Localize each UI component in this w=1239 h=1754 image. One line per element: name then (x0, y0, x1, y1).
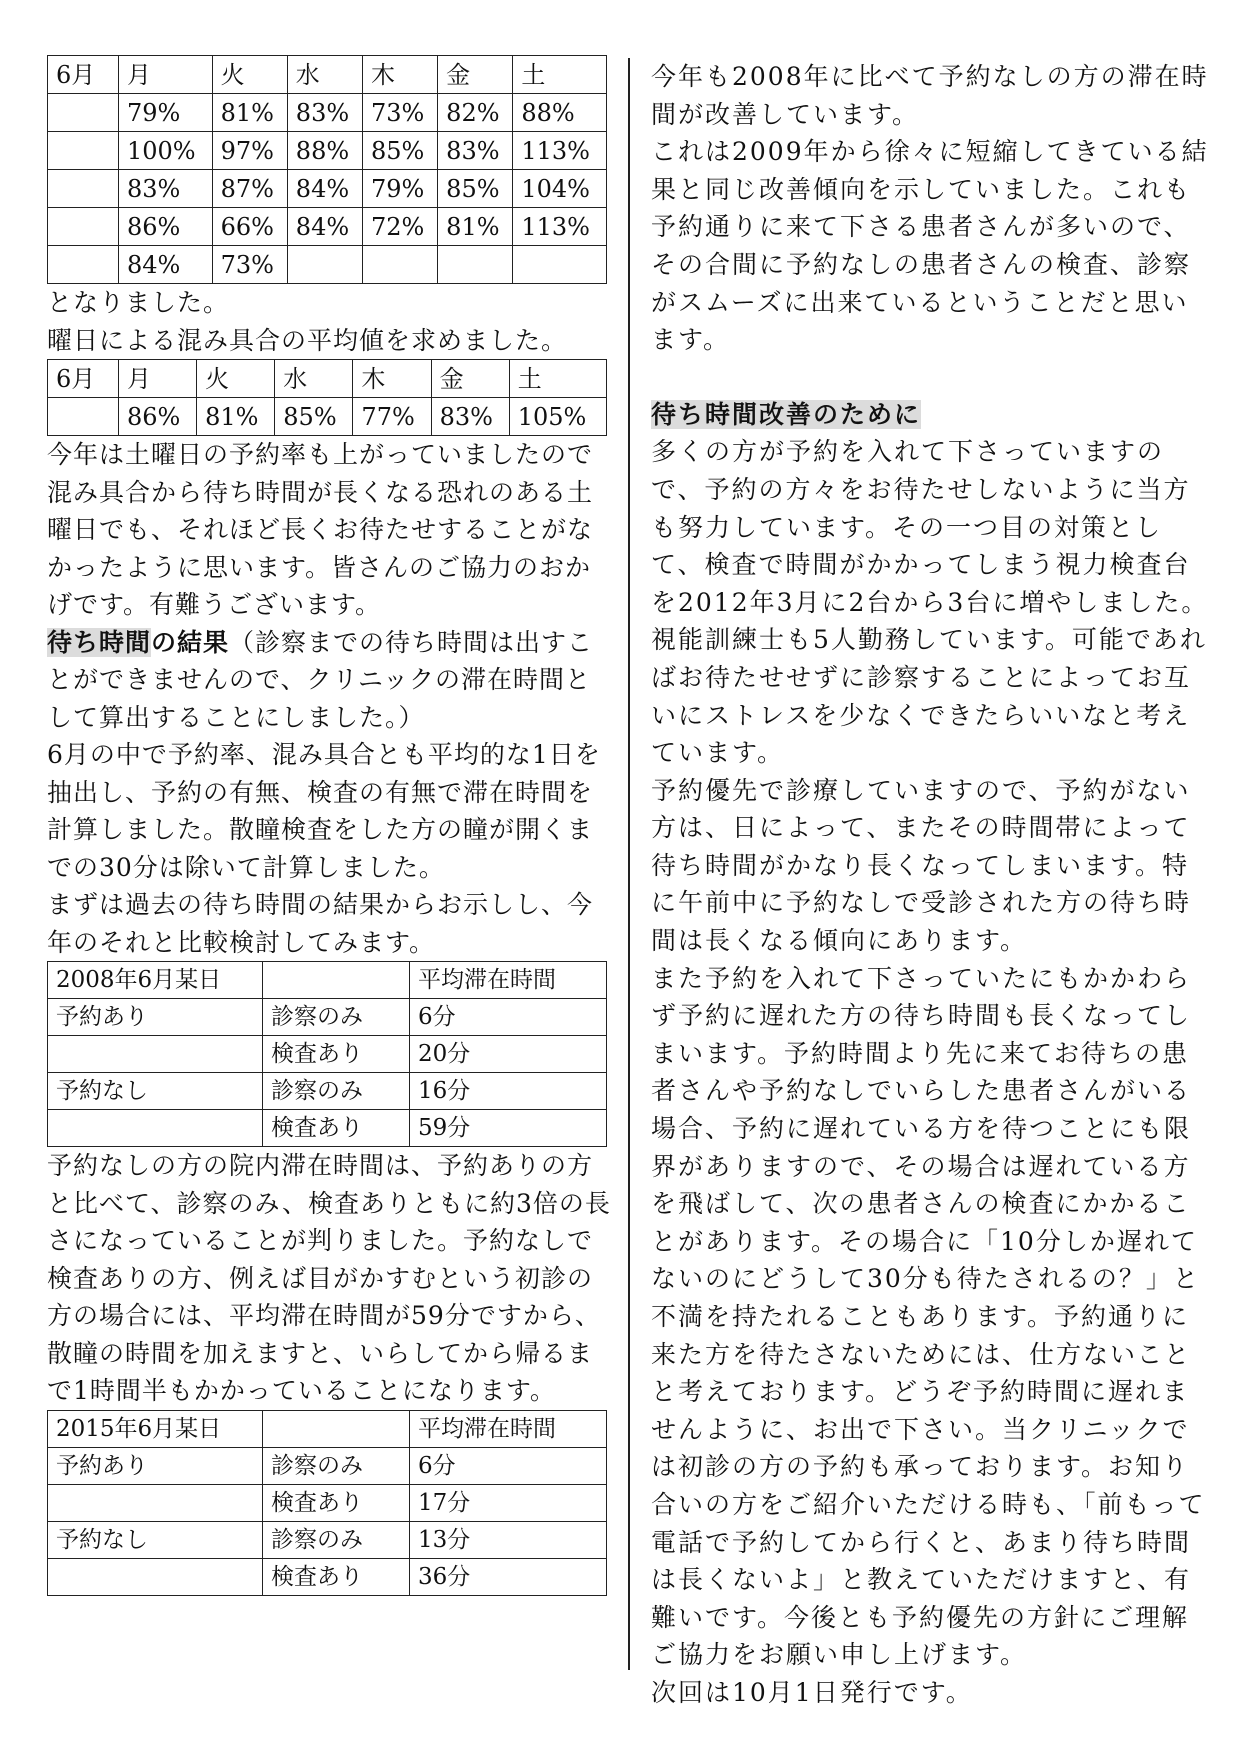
table-cell (48, 94, 119, 132)
table-row (48, 170, 607, 208)
table-cell: 予約あり (48, 1447, 263, 1484)
table-cell: 診察のみ (263, 1447, 410, 1484)
average-table-header (48, 360, 607, 398)
results-section (47, 624, 612, 737)
table-cell: 85% (362, 132, 437, 170)
next-issue-note: 次回は10月1日発行です。 (651, 1677, 973, 1707)
table-cell (48, 1484, 263, 1521)
table-row (48, 208, 607, 246)
table-cell: 83% (287, 94, 362, 132)
table-cell (362, 246, 437, 284)
table-cell: 6月 (48, 56, 119, 94)
table-cell: 83% (438, 132, 513, 170)
table-cell: 36分 (410, 1558, 607, 1595)
wait-time-table-2015 (47, 1410, 607, 1596)
table-cell: 104% (513, 170, 607, 208)
table-row (48, 1036, 607, 1073)
table-cell: 土 (513, 56, 607, 94)
table-cell: 検査あり (263, 1036, 410, 1073)
table-row (48, 132, 607, 170)
table-cell: 81% (438, 208, 513, 246)
table-cell: 86% (119, 208, 213, 246)
results-note: （診察までの待ち時間は出すことができませんので、クリニックの滞在時間として算出することにしました。） (47, 627, 594, 732)
table-cell (48, 1558, 263, 1595)
paragraph: となりました。 (47, 288, 230, 317)
table-cell: 平均滞在時間 (410, 962, 607, 999)
table-cell: 診察のみ (263, 1521, 410, 1558)
table-cell (287, 246, 362, 284)
table-cell: 73% (212, 246, 287, 284)
paragraph: また予約を入れて下さっていたにもかかわらず予約に遅れた方の待ち時間も長くなってしまいます。予約時間より先に来てお待ちの患者さんや予約なしでいらした患者さんがいる場合、予約に遅れている方を待つことにも限界がありますので、その場合は遅れている方を飛ばして、次の患者さんの検査にかかることがあります。その場合に「10分しか遅れてないのにどうして30分も待たされるの？」と不満を持たれることもあります。予約通りに来た方を待たさないためには、仕方ないことと考えております。どうぞ予約時間に遅れませんように、お出で下さい。当クリニックでは初診の方の予約も承っております。お知り合いの方をご紹介いただける時も、「前もって電話で予約してから行くと、あまり待ち時間は長くないよ」と教えていただけますと、有難いです。今後とも予約優先の方針にご理解ご協力をお願い申し上げます。 (651, 963, 1206, 1670)
table-cell: 87% (212, 170, 287, 208)
table-cell: 検査あり (263, 1558, 410, 1595)
table-cell: 84% (119, 246, 213, 284)
table-cell: 6分 (410, 999, 607, 1036)
table-cell: 105% (509, 398, 606, 436)
table-cell: 82% (438, 94, 513, 132)
table-cell: 金 (431, 360, 509, 398)
table-cell: 97% (212, 132, 287, 170)
right-column (651, 58, 1211, 1712)
table-cell: 2015年6月某日 (48, 1410, 263, 1447)
table-cell: 水 (275, 360, 353, 398)
table-cell: 予約あり (48, 999, 263, 1036)
section-heading-wrapper (651, 396, 1211, 434)
table-cell: 84% (287, 170, 362, 208)
average-congestion-table (47, 359, 607, 436)
table-cell: 診察のみ (263, 999, 410, 1036)
table-cell: 13分 (410, 1521, 607, 1558)
table-cell: 平均滞在時間 (410, 1410, 607, 1447)
table-cell: 検査あり (263, 1484, 410, 1521)
paragraph: 今年は土曜日の予約率も上がっていましたので混み具合から待ち時間が長くなる恐れのある土曜日でも、それほど長くお待たせすることがなかったように思います。皆さんのご協力のおかげです。有難うございます。 (47, 440, 594, 619)
congestion-table (47, 55, 607, 284)
table-row (48, 1484, 607, 1521)
paragraph: 曜日による混み具合の平均値を求めました。 (47, 325, 568, 355)
table-cell: 2008年6月某日 (48, 962, 263, 999)
paragraph: 多くの方が予約を入れて下さっていますので、予約の方々をお待たせしないように当方も努力しています。その一つ目の対策として、検査で時間がかかってしまう視力検査台を2012年3月に2台から3台に増やしました。視能訓練士も5人勤務しています。可能であればお待たせせずに診察することによってお互いにストレスを少なくできたらいいなと考えています。 (651, 437, 1209, 768)
table-header-row (48, 962, 607, 999)
table-cell (513, 246, 607, 284)
table-cell: 83% (119, 170, 213, 208)
table-row (48, 1447, 607, 1484)
table-cell: 予約なし (48, 1521, 263, 1558)
table-row (48, 999, 607, 1036)
congestion-table-header (48, 56, 607, 94)
table-cell: 金 (438, 56, 513, 94)
table-row (48, 246, 607, 284)
section-heading: 待ち時間改善のために (651, 399, 922, 429)
table-cell: 88% (287, 132, 362, 170)
table-cell: 土 (509, 360, 606, 398)
table-cell: 77% (353, 398, 431, 436)
paragraph: まずは過去の待ち時間の結果からお示しし、今年のそれと比較検討してみます。 (47, 890, 594, 957)
table-cell: 火 (212, 56, 287, 94)
table-cell: 100% (119, 132, 213, 170)
table-cell (48, 170, 119, 208)
table-cell: 59分 (410, 1110, 607, 1147)
table-cell (48, 132, 119, 170)
table-header-row (48, 1410, 607, 1447)
table-row (48, 398, 607, 436)
table-cell: 85% (438, 170, 513, 208)
table-cell: 81% (212, 94, 287, 132)
table-cell: 6分 (410, 1447, 607, 1484)
table-cell (438, 246, 513, 284)
table-cell: 6月 (48, 360, 119, 398)
table-cell: 予約なし (48, 1073, 263, 1110)
table-cell: 16分 (410, 1073, 607, 1110)
table-cell: 月 (119, 56, 213, 94)
table-cell (48, 398, 119, 436)
left-column (47, 55, 612, 1596)
table-cell: 66% (212, 208, 287, 246)
table-cell: 79% (362, 170, 437, 208)
table-cell: 20分 (410, 1036, 607, 1073)
table-cell: 72% (362, 208, 437, 246)
table-cell (263, 962, 410, 999)
table-cell: 79% (119, 94, 213, 132)
table-cell: 113% (513, 208, 607, 246)
table-cell: 17分 (410, 1484, 607, 1521)
paragraph: 今年も2008年に比べて予約なしの方の滞在時間が改善しています。 (651, 62, 1209, 129)
table-cell (263, 1410, 410, 1447)
paragraph: 6月の中で予約率、混み具合とも平均的な1日を抽出し、予約の有無、検査の有無で滞在時間を計算しました。散瞳検査をした方の瞳が開くまでの30分は除いて計算しました。 (47, 740, 601, 882)
wait-time-table-2008 (47, 961, 607, 1147)
table-cell: 83% (431, 398, 509, 436)
table-cell: 84% (287, 208, 362, 246)
table-cell: 88% (513, 94, 607, 132)
table-cell: 診察のみ (263, 1073, 410, 1110)
table-row (48, 1558, 607, 1595)
results-heading-rest: の結果 (151, 627, 230, 657)
results-heading: 待ち時間 (47, 627, 152, 657)
table-row (48, 1073, 607, 1110)
spacer (651, 359, 1211, 396)
table-cell (48, 208, 119, 246)
table-cell: 81% (197, 398, 275, 436)
table-cell: 木 (362, 56, 437, 94)
paragraph: 予約優先で診療していますので、予約がない方は、日によって、またその時間帯によって待ち時間がかなり長くなってしまいます。特に午前中に予約なしで受診された方の待ち時間は長くなる傾向にあります。 (651, 775, 1192, 956)
table-row (48, 94, 607, 132)
table-row (48, 1521, 607, 1558)
table-row (48, 1110, 607, 1147)
table-cell (48, 1110, 263, 1147)
table-cell (48, 1036, 263, 1073)
table-cell: 73% (362, 94, 437, 132)
table-cell: 木 (353, 360, 431, 398)
table-cell: 検査あり (263, 1110, 410, 1147)
table-cell: 86% (119, 398, 197, 436)
paragraph: 予約なしの方の院内滞在時間は、予約ありの方と比べて、診察のみ、検査ありともに約3倍の長さになっていることが判りました。予約なしで検査ありの方、例えば目がかすむという初診の方の場合には、平均滞在時間が59分ですから、散瞳の時間を加えますと、いらしてから帰るまで1時間半もかかっていることになります。 (47, 1151, 611, 1405)
paragraph: これは2009年から徐々に短縮してきている結果と同じ改善傾向を示していました。これも予約通りに来て下さる患者さんが多いので、その合間に予約なしの患者さんの検査、診察がスムーズに出来ているということだと思います。 (651, 137, 1209, 355)
table-cell: 113% (513, 132, 607, 170)
table-cell: 月 (119, 360, 197, 398)
table-cell (48, 246, 119, 284)
table-cell: 水 (287, 56, 362, 94)
column-divider (628, 58, 630, 1670)
table-cell: 85% (275, 398, 353, 436)
table-cell: 火 (197, 360, 275, 398)
